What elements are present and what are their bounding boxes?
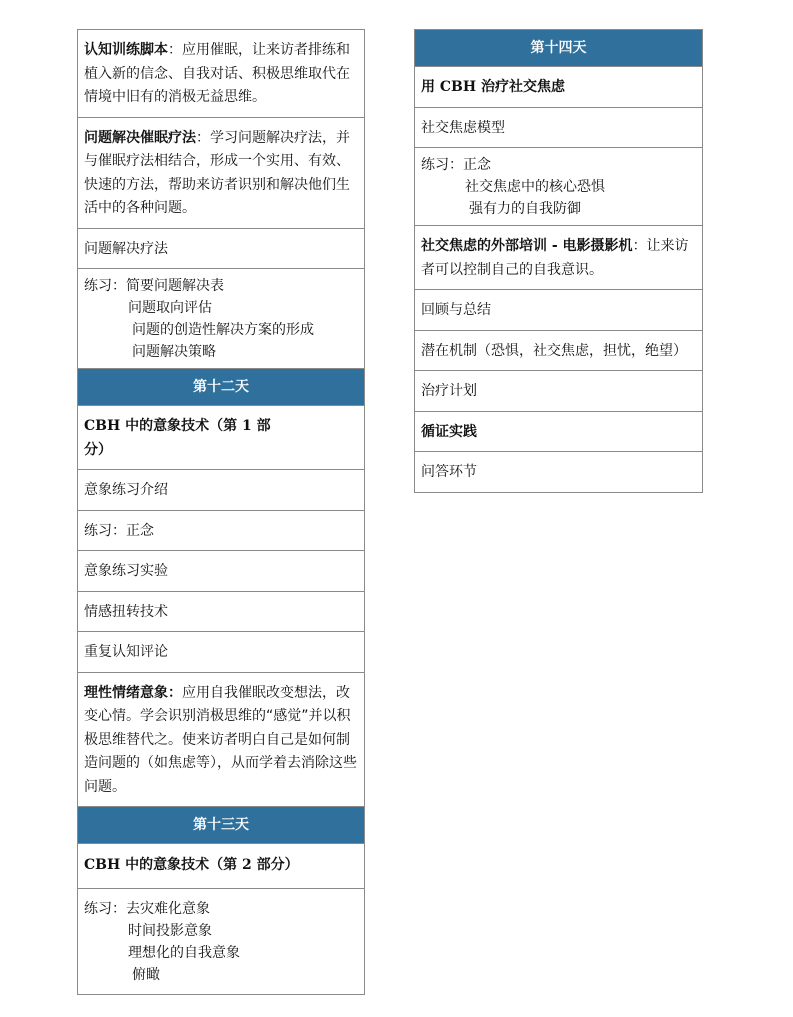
left-schedule-column — [77, 29, 365, 995]
evidence-practice: 循证实践 — [415, 412, 702, 453]
list-item: 问题取向评估 — [128, 300, 212, 316]
day12-title-line1: CBH 中的意象技术（第 1 部 — [84, 418, 271, 434]
list-item: 治疗计划 — [415, 371, 702, 412]
problem-exercise-cell — [78, 269, 364, 369]
day12-title-cell — [78, 406, 364, 470]
day13-title: CBH 中的意象技术（第 2 部分） — [78, 844, 364, 889]
day13-exercise-cell — [78, 889, 364, 995]
list-item: 理想化的自我意象 — [128, 944, 240, 961]
list-item: 问题的创造性解决方案的形成 — [132, 322, 314, 338]
rational-imagery-body: 应用自我催眠改变想法，改变心情。学会识别消极思维的“感觉”并以积极思维替代之。使来访者明白自己是如何制造问题的（如焦虑等），从而学着去消除这些问题。 — [84, 684, 357, 795]
exercise-label: 练习：去灾难化意象 — [84, 900, 210, 917]
list-item: 问答环节 — [415, 452, 702, 493]
exercise-label: 练习：正念 — [421, 157, 491, 173]
list-item: 意象练习介绍 — [78, 470, 364, 511]
cognitive-script-body: ：应用催眠，让来访者排练和植入新的信念、自我对话、积极思维取代在情境中旧有的消极无益思维。 — [84, 42, 350, 105]
problem-therapy-text: 问题解决疗法 — [84, 240, 168, 257]
list-item: 俯瞰 — [132, 966, 160, 983]
cognitive-script-title: 认知训练脚本 — [84, 42, 168, 58]
list-item: 练习：正念 — [78, 511, 364, 552]
list-item: 情感扭转技术 — [78, 592, 364, 633]
list-item: 回顾与总结 — [415, 290, 702, 331]
list-item: 意象练习实验 — [78, 551, 364, 592]
list-item: 社交焦虑中的核心恐惧 — [465, 179, 605, 195]
external-training-title: 社交焦虑的外部培训 - 电影摄影机 — [421, 238, 633, 254]
list-item: 时间投影意象 — [128, 922, 212, 939]
list-item: 社交焦虑模型 — [415, 108, 702, 149]
list-item: 问题解决策略 — [132, 344, 216, 360]
problem-hypnotherapy-body: ：学习问题解决疗法，并与催眠疗法相结合，形成一个实用、有效、快速的方法，帮助来访者识别和解决他们生活中的各种问题。 — [84, 129, 350, 216]
day13-header: 第十三天 — [78, 807, 364, 844]
external-training-cell — [415, 226, 702, 290]
day14-exercise-cell — [415, 148, 702, 226]
list-item: 强有力的自我防御 — [469, 201, 581, 217]
rational-imagery-title: 理性情绪意象： — [84, 684, 182, 701]
rational-imagery-cell — [78, 673, 364, 808]
exercise-label: 练习：简要问题解决表 — [84, 278, 224, 294]
right-schedule-column — [414, 29, 703, 493]
problem-hypnotherapy-title: 问题解决催眠疗法 — [84, 129, 196, 146]
list-item: 潜在机制（恐惧，社交焦虑，担忧，绝望） — [415, 331, 702, 372]
day14-title: 用 CBH 治疗社交焦虑 — [415, 67, 702, 108]
external-training-body: ：让来访者可以控制自己的自我意识。 — [421, 238, 689, 278]
day12-header: 第十二天 — [78, 369, 364, 406]
list-item: 重复认知评论 — [78, 632, 364, 673]
cognitive-script-cell — [78, 30, 364, 118]
day12-title-line2: 分） — [84, 441, 112, 458]
problem-therapy-cell — [78, 229, 364, 270]
day14-header: 第十四天 — [415, 30, 702, 67]
problem-hypnotherapy-cell — [78, 118, 364, 229]
